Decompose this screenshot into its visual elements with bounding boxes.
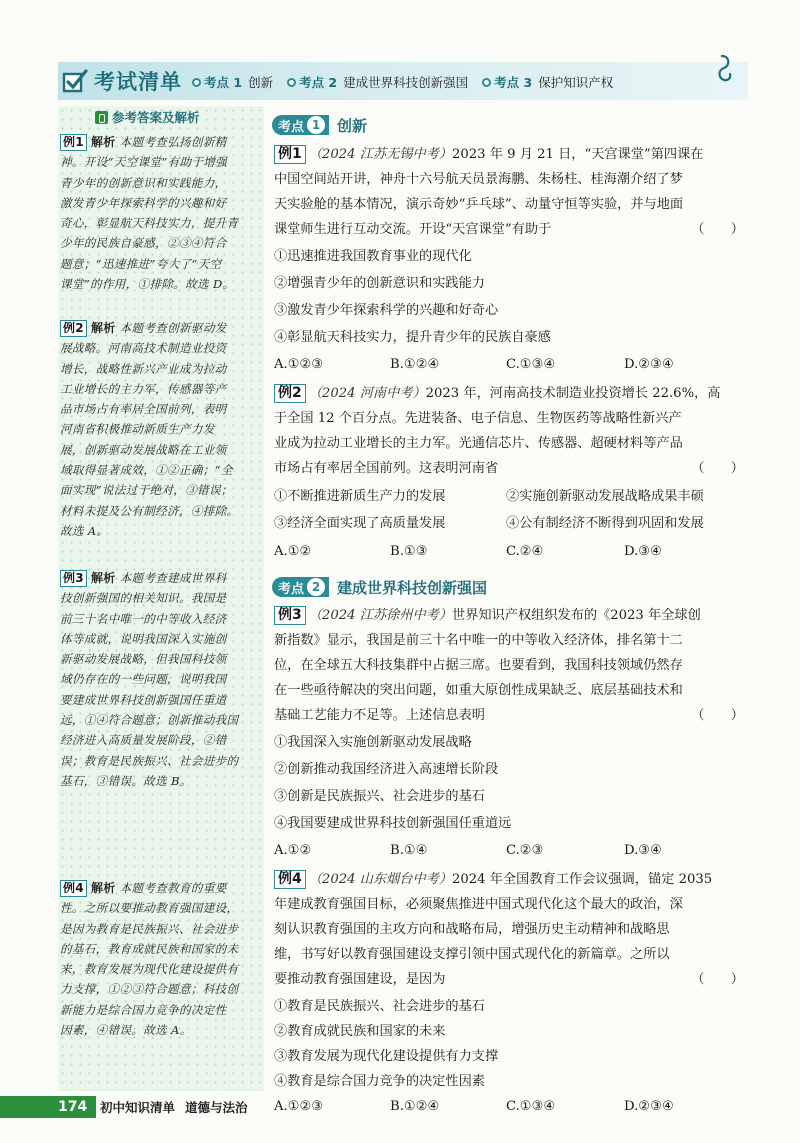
example-tag: 例1 [274,145,306,164]
section-heading-2 [272,576,487,598]
section-heading-1 [272,114,367,136]
section-title: 建成世界科技创新强国 [337,578,488,597]
hook-decoration-icon [708,52,736,84]
option: ①我国深入实施创新驱动发展战略 [274,735,472,750]
header-title [62,64,182,98]
page-header [0,0,800,100]
answer-tag: 例2 [60,320,87,337]
option: ①教育是民族振兴、社会进步的基石 [274,999,485,1014]
footer-book-info [100,1096,258,1118]
answer-tag: 例4 [60,880,87,897]
book-title: 初中知识清单 [100,1100,176,1115]
question-3-choices: A.①② B.①④ C.②③ D.③④ [274,843,662,858]
option: ③经济全面实现了高质量发展 [274,516,446,531]
answer-item-3: 例3 解析 本题考查建成世界科 技创新强国的相关知识。我国是 前三十名中唯一的中等收入经济 体等成就，说明我国深入实施创 新驱动发展战略，但我国科技领 域仍存在的一些问题，说明我国 要建成世界科技创新强国任重道 远，①④符合题意；创新推动我国 经济进入高质量发展阶段，②错 误；教育是民族振兴、社会进步的 基石，③错误。故选 B。 [60,571,239,788]
example-tag: 例3 [274,606,306,625]
question-4-choices: A.①②③ B.①②④ C.①③④ D.②③④ [274,1099,674,1114]
answer-keyword: 解析 [90,881,116,895]
section-badge: 考点 1 [272,115,329,135]
option: ①不断推进新质生产力的发展 [274,489,446,504]
answer-keyword: 解析 [90,135,116,149]
question-1-choices: A.①②③ B.①②④ C.①③④ D.②③④ [274,357,674,372]
example-tag: 例4 [274,870,306,889]
option: ②增强青少年的创新意识和实践能力 [274,276,485,291]
question-4-stem: 例4 （2024 山东烟台中考）2024 年全国教育工作会议强调，锚定 2035 [274,868,750,892]
option: ③激发青少年探索科学的兴趣和好奇心 [274,303,499,318]
option: ④公有制经济不断得到巩固和发展 [506,516,704,531]
answer-paren: （ ） [691,972,744,987]
option: ②实施创新驱动发展战略成果丰硕 [506,489,704,504]
page-number: 174 [58,1099,88,1115]
answer-paren: （ ） [691,461,744,476]
answer-keyword: 解析 [90,321,116,335]
section-badge: 考点 2 [272,577,329,597]
question-2-stem: 例2 （2024 河南中考）2023 年，河南高技术制造业投资增长 22.6%，高 [274,382,750,406]
section-title: 创新 [337,116,368,135]
answer-tag: 例3 [60,570,87,587]
answer-item-1: 例1 解析 本题考查弘扬创新精 神。开设“天空课堂”有助于增强 青少年的创新意识和实践能力， 激发青少年探索科学的兴趣和好 奇心，彰显航天科技实力，提升青 少年的民族自豪感，②③④符合 题意；“迅速推进”夸大了“天空 课堂”的作用，①排除。故选 D。 [60,135,239,292]
checkbox-check-icon [62,68,88,94]
option: ④我国要建成世界科技创新强国任重道远 [274,816,512,831]
option: ①迅速推进我国教育事业的现代化 [274,249,472,264]
answer-paren: （ ） [691,708,744,723]
circle-dot-icon [287,78,296,87]
header-point-3: 考点 3 保护知识产权 [482,73,613,91]
answer-item-2: 例2 解析 本题考查创新驱动发 展战略。河南高技术制造业投资 增长，战略性新兴产业成为拉动 工业增长的主力军，传感器等产 品市场占有率居全国前列，表明 河南省积极推动新质生产力发 展，创新驱动发展战略在工业领 域取得显著成效，①②正确；“全 面实现”说法过于绝对，③错误； 材料未提及公有制经济，④排除。 故选 A。 [60,321,239,538]
option: ④教育是综合国力竞争的决定性因素 [274,1074,485,1089]
question-2-choices: A.①② B.①③ C.②④ D.③④ [274,544,662,559]
subject-title: 道德与法治 [185,1100,248,1115]
answer-tag: 例1 [60,134,87,151]
answer-paren: （ ） [691,222,744,237]
option: ④彰显航天科技实力，提升青少年的民族自豪感 [274,330,551,345]
example-tag: 例2 [274,384,306,403]
question-3-stem: 例3 （2024 江苏徐州中考）世界知识产权组织发布的《2023 年全球创 [274,604,750,628]
answers-heading: 参考答案及解析 [95,108,200,126]
answer-keyword: 解析 [90,571,116,585]
header-point-2: 考点 2 建成世界科技创新强国 [287,73,468,91]
question-1-stem: 例1 （2024 江苏无锡中考）2023 年 9 月 21 日，“天宫课堂”第四课在 [274,143,750,167]
answer-item-4: 例4 解析 本题考查教育的重要 性。之所以要推动教育强国建设， 是因为教育是民族振兴、社会进步 的基石，教育成就民族和国家的未 来，教育发展为现代化建设提供有 力支撑，①②③符合题意；科技创 新能力是综合国力竞争的决定性 因素，④错误。故选 A。 [60,881,239,1038]
header-title-text: 考试清单 [94,70,182,94]
option: ③创新是民族振兴、社会进步的基石 [274,789,485,804]
option: ②创新推动我国经济进入高速增长阶段 [274,762,499,777]
header-point-1: 考点 1 创新 [192,73,273,91]
circle-dot-icon [192,78,201,87]
key-icon [95,111,108,124]
option: ②教育成就民族和国家的未来 [274,1024,446,1039]
option: ③教育发展为现代化建设提供有力支撑 [274,1049,499,1064]
header-points [192,72,627,92]
circle-dot-icon [482,78,491,87]
